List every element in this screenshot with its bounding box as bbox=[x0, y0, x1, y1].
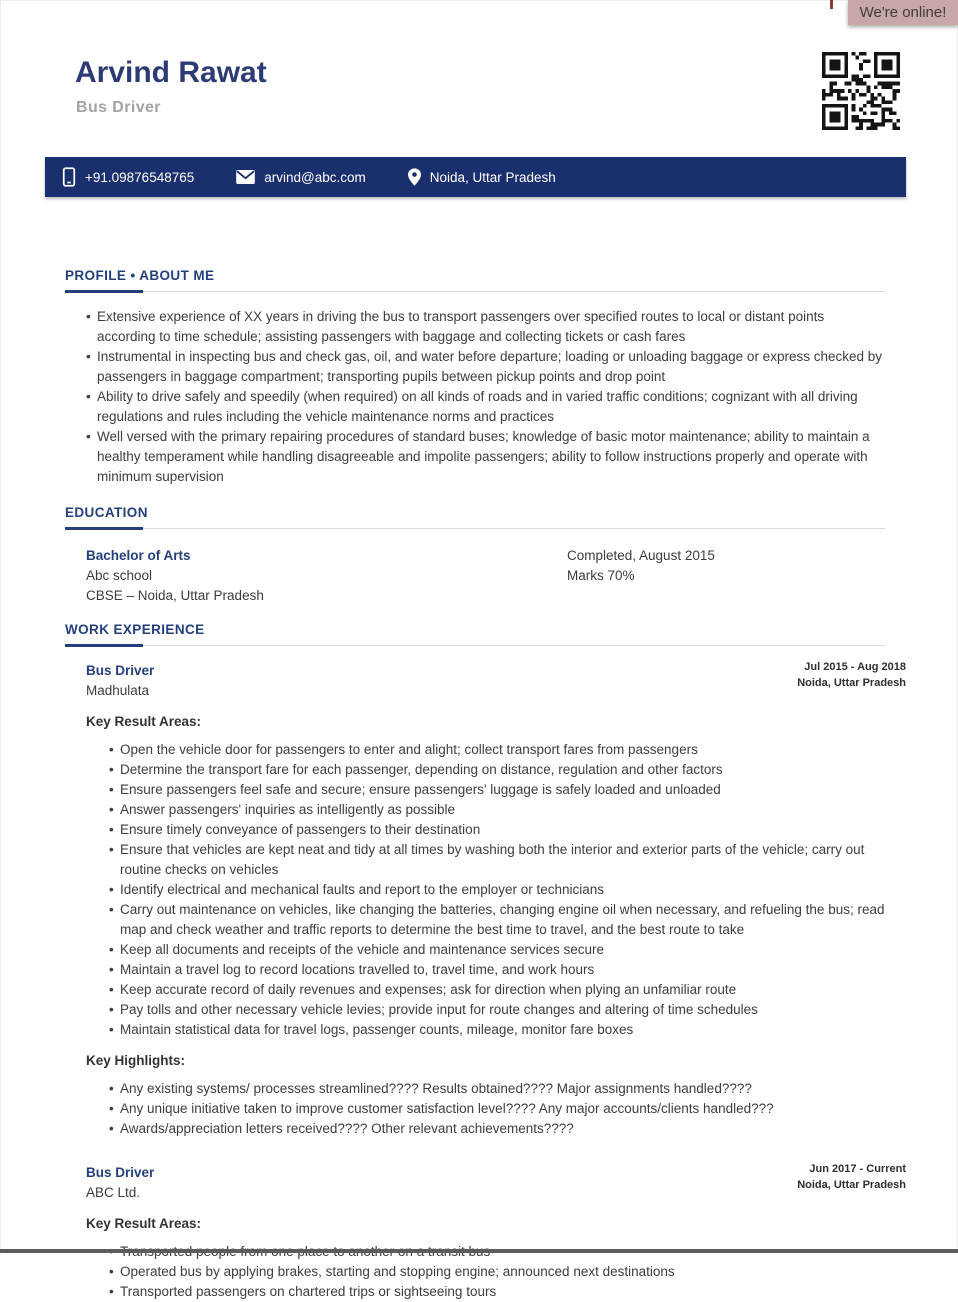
chat-widget-accent bbox=[830, 0, 833, 9]
key-highlights-list bbox=[65, 1079, 885, 1139]
job-location: Noida, Uttar Pradesh bbox=[797, 1179, 906, 1191]
qr-code bbox=[822, 52, 900, 130]
bullet-item: • Operated bus by applying brakes, starting and stopping engine; announced next destinations bbox=[110, 1262, 885, 1282]
bullet-item: • Transported passengers on chartered trips or sightseeing tours bbox=[110, 1282, 885, 1302]
bullet-item: • Any unique initiative taken to improve customer satisfaction level???? Any major accounts/clients handled??? bbox=[110, 1099, 885, 1119]
contact-phone bbox=[62, 167, 194, 187]
viewport-bottom-edge bbox=[0, 1249, 958, 1253]
bullet-item: • Pay tolls and other necessary vehicle levies; provide input for route changes and altering of time schedules bbox=[110, 1000, 885, 1020]
job-title: Bus Driver bbox=[86, 663, 155, 678]
profile-bullet-list bbox=[65, 307, 885, 487]
bullet-item: • Keep accurate record of daily revenues and expenses; ask for direction when plying an unfamiliar route bbox=[110, 980, 885, 1000]
bullet-item: • Identify electrical and mechanical faults and report to the employer or technicians bbox=[110, 880, 885, 900]
phone-icon bbox=[62, 167, 76, 187]
job-dates: Jul 2015 - Aug 2018 bbox=[804, 661, 906, 673]
board-location: CBSE – Noida, Uttar Pradesh bbox=[86, 587, 264, 603]
bullet-item: • Keep all documents and receipts of the vehicle and maintenance services secure bbox=[110, 940, 885, 960]
bullet-item: • Ensure passengers feel safe and secure; ensure passengers' luggage is safely loaded and unloaded bbox=[110, 780, 885, 800]
bullet-item: • Instrumental in inspecting bus and check gas, oil, and water before departure; loading or unloading baggage or express checked by passengers in baggage compartment; transporting pupils between pickup points and drop point bbox=[87, 347, 885, 387]
candidate-name: Arvind Rawat bbox=[75, 56, 267, 89]
completion-date: Completed, August 2015 bbox=[567, 548, 715, 563]
location-pin-icon bbox=[408, 168, 421, 186]
education-entry bbox=[65, 546, 885, 605]
bullet-item: • Ensure timely conveyance of passengers to their destination bbox=[110, 820, 885, 840]
key-result-areas-list bbox=[65, 740, 885, 1040]
contact-location bbox=[408, 168, 556, 186]
bullet-item: • Awards/appreciation letters received???? Other relevant achievements???? bbox=[110, 1119, 885, 1139]
education-heading: EDUCATION bbox=[65, 505, 148, 520]
key-result-areas-label: Key Result Areas: bbox=[86, 714, 202, 729]
bullet-item: • Any existing systems/ processes streamlined???? Results obtained???? Major assignments handled???? bbox=[110, 1079, 885, 1099]
location-value: Noida, Uttar Pradesh bbox=[429, 169, 556, 185]
chat-status-widget[interactable] bbox=[848, 0, 958, 25]
bullet-item: • Carry out maintenance on vehicles, like changing the batteries, changing engine oil when necessary, and refueling the bus; read map and check weather and traffic reports to determine the best time to travel, and the best route to take bbox=[110, 900, 885, 940]
bullet-item: • Open the vehicle door for passengers to enter and alight; collect transport fares from passengers bbox=[110, 740, 885, 760]
bullet-item: • Extensive experience of XX years in driving the bus to transport passengers over specified routes to local or distant points according to time schedule; assisting passengers with baggage and collecting tickets or cash fares bbox=[87, 307, 885, 347]
company-name: Madhulata bbox=[86, 683, 150, 698]
phone-value: +91.09876548765 bbox=[85, 169, 195, 185]
school-name: Abc school bbox=[86, 568, 153, 583]
key-result-areas-label: Key Result Areas: bbox=[86, 1216, 202, 1231]
bullet-item: • Maintain a travel log to record locations travelled to, travel time, and work hours bbox=[110, 960, 885, 980]
job-entry bbox=[65, 1163, 906, 1302]
candidate-job-title: Bus Driver bbox=[76, 99, 161, 116]
company-name: ABC Ltd. bbox=[86, 1185, 141, 1200]
email-value: arvind@abc.com bbox=[264, 169, 366, 185]
section-divider bbox=[65, 527, 885, 530]
contact-email bbox=[236, 170, 366, 185]
bullet-item: • Maintain statistical data for travel logs, passenger counts, mileage, monitor fare boxes bbox=[110, 1020, 885, 1040]
job-dates: Jun 2017 - Current bbox=[809, 1163, 906, 1175]
work-experience-section bbox=[65, 622, 906, 1302]
marks: Marks 70% bbox=[567, 567, 635, 583]
bullet-item: • Ability to drive safely and speedily (when required) on all kinds of roads and in varied traffic conditions; cognizant with all driving regulations and rules including the vehicle maintenance norms and practices bbox=[87, 387, 885, 427]
section-divider bbox=[65, 644, 885, 647]
job-location: Noida, Uttar Pradesh bbox=[797, 677, 906, 689]
work-heading: WORK EXPERIENCE bbox=[65, 622, 205, 637]
education-section bbox=[65, 505, 885, 605]
bullet-item: • Ensure that vehicles are kept neat and tidy at all times by washing both the interior and exterior parts of the vehicle; carry out routine checks on vehicles bbox=[110, 840, 885, 880]
contact-bar bbox=[45, 157, 906, 197]
profile-heading: PROFILE • ABOUT ME bbox=[65, 268, 215, 283]
bullet-item: • Well versed with the primary repairing procedures of standard buses; knowledge of basic motor maintenance; ability to maintain a healthy temperament while handling disagreeable and impolite passengers; ability to follow instructions properly and operate with minimum supervision bbox=[87, 427, 885, 487]
job-entry bbox=[65, 661, 906, 1139]
section-divider bbox=[65, 290, 885, 293]
job-title: Bus Driver bbox=[86, 1165, 155, 1180]
chat-status-label: We're online! bbox=[859, 4, 947, 21]
bullet-item: • Determine the transport fare for each passenger, depending on distance, regulation and other factors bbox=[110, 760, 885, 780]
bullet-item: • Answer passengers' inquiries as intelligently as possible bbox=[110, 800, 885, 820]
degree-name: Bachelor of Arts bbox=[86, 548, 191, 563]
key-highlights-label: Key Highlights: bbox=[86, 1053, 186, 1068]
email-icon bbox=[236, 170, 255, 184]
profile-section bbox=[65, 268, 885, 487]
